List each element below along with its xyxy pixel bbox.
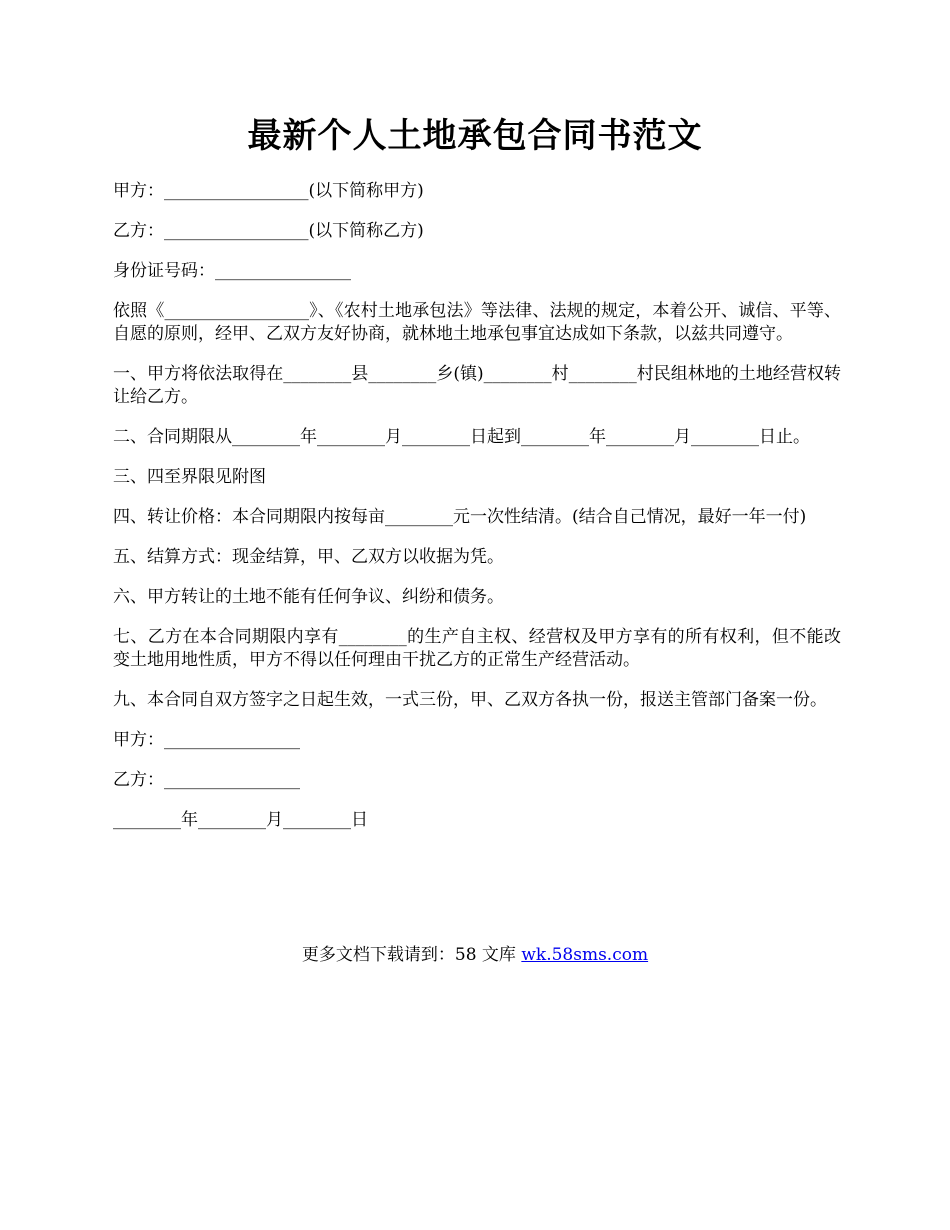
clause-2: 二、合同期限从________年________月________日起到________年________月________日止。 xyxy=(113,427,810,447)
preamble-paragraph: 依照《_________________》、《农村土地承包法》等法律、法规的规定，本着公开、诚信、平等、自愿的原则，经甲、乙双方友好协商，就林地土地承包事宜达成如下条款，以兹共同遵守。 xyxy=(113,301,841,344)
party-a-line: 甲方：_________________(以下简称甲方) xyxy=(113,181,424,201)
footer-text: 更多文档下载请到：58 文库 xyxy=(301,945,522,965)
signature-party-a: 甲方：________________ xyxy=(113,730,300,750)
signature-party-b: 乙方：________________ xyxy=(113,770,300,790)
document-body xyxy=(113,180,841,849)
footer-link[interactable]: wk.58sms.com xyxy=(521,945,649,965)
clause-5: 五、结算方式：现金结算，甲、乙双方以收据为凭。 xyxy=(113,547,504,567)
footer xyxy=(0,944,950,967)
id-number-line: 身份证号码：________________ xyxy=(113,261,351,281)
clause-1: 一、甲方将依法取得在________县________乡(镇)________村________村民组林地的土地经营权转让给乙方。 xyxy=(113,364,841,407)
party-b-line: 乙方：_________________(以下简称乙方) xyxy=(113,221,424,241)
clause-6: 六、甲方转让的土地不能有任何争议、纠纷和债务。 xyxy=(113,587,504,607)
clause-4: 四、转让价格：本合同期限内按每亩________元一次性结清。(结合自己情况，最好一年一付) xyxy=(113,507,807,527)
clause-7: 七、乙方在本合同期限内享有________的生产自主权、经营权及甲方享有的所有权利，但不能改变土地用地性质，甲方不得以任何理由干扰乙方的正常生产经营活动。 xyxy=(113,627,841,670)
document-title: 最新个人土地承包合同书范文 xyxy=(247,116,703,156)
signature-date: ________年________月________日 xyxy=(113,810,368,830)
clause-3: 三、四至界限见附图 xyxy=(113,467,266,487)
clause-9: 九、本合同自双方签字之日起生效，一式三份，甲、乙双方各执一份，报送主管部门备案一份。 xyxy=(113,690,827,710)
